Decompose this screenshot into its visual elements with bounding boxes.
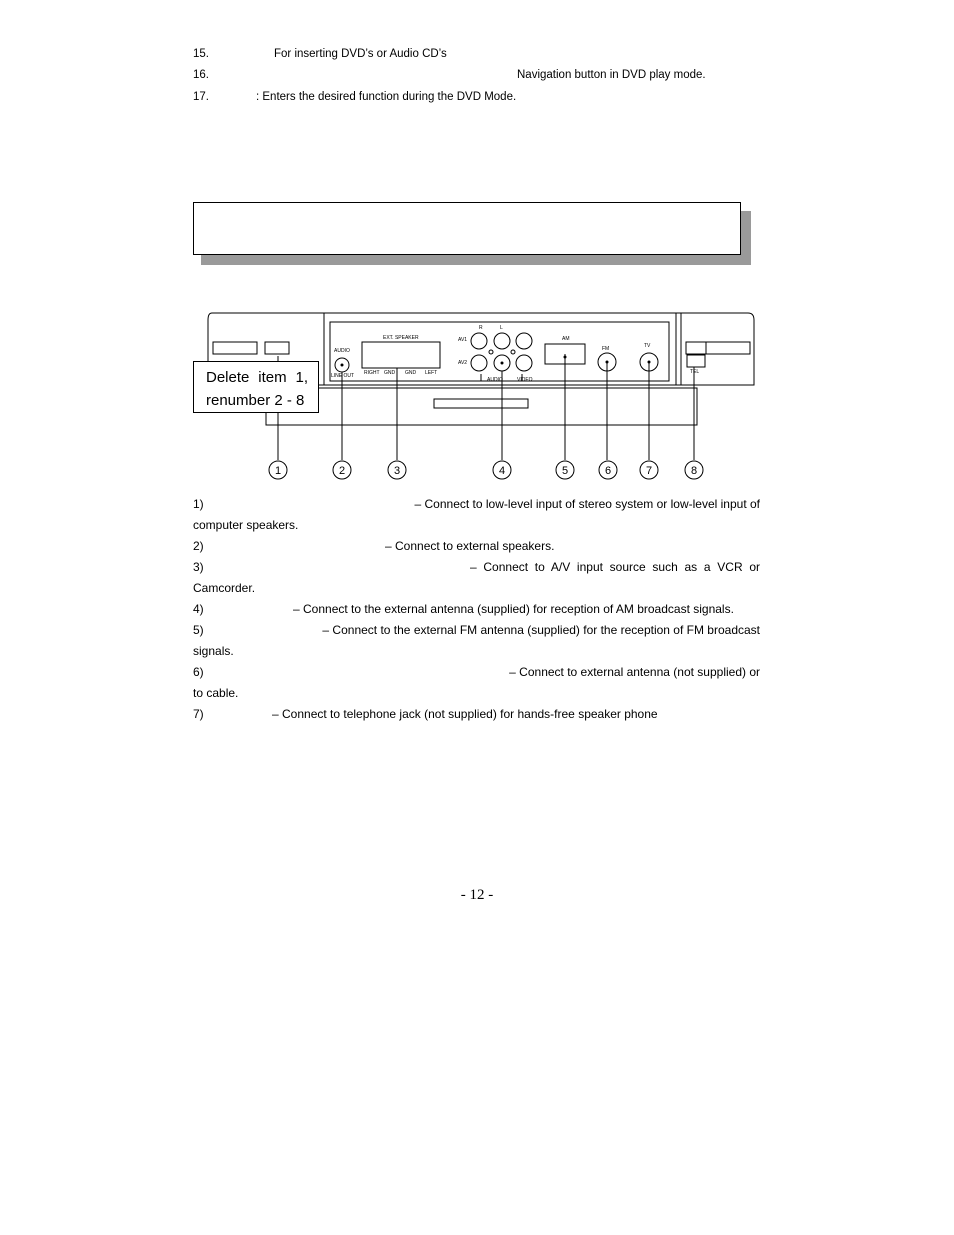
label-gnd-2: GND (405, 370, 417, 376)
desc-4-text: – Connect to the external antenna (supplied) for reception of AM broadcast signals. (293, 602, 734, 616)
callout-7: 7 (645, 465, 653, 477)
label-av1: AV1 (458, 337, 468, 343)
desc-2 (193, 536, 760, 557)
desc-4 (193, 599, 760, 620)
label-ext-speaker: EXT. SPEAKER (383, 335, 419, 341)
desc-5-number: 5) (193, 623, 204, 637)
desc-6-text: – Connect to external antenna (not supplied) or (509, 665, 760, 679)
label-audio: AUDIO (334, 348, 350, 354)
item-17-number: 17. (193, 91, 209, 103)
callout-5: 5 (561, 465, 569, 477)
rear-panel-diagram (0, 0, 954, 490)
desc-7-number: 7) (193, 707, 204, 721)
desc-2-text: – Connect to external speakers. (385, 539, 555, 553)
item-15-number: 15. (193, 48, 209, 60)
label-line-out: LINE OUT (331, 373, 355, 379)
note-word-number: 1, (295, 369, 308, 386)
callout-1: 1 (274, 465, 282, 477)
desc-1-number: 1) (193, 497, 204, 511)
callout-8: 8 (690, 465, 698, 477)
label-right: RIGHT (364, 370, 380, 376)
connector-descriptions (193, 494, 760, 725)
note-line-renumber: renumber 2 - 8 (206, 392, 305, 409)
desc-5 (193, 620, 760, 641)
callout-6: 6 (604, 465, 612, 477)
desc-5-continuation: signals. (193, 644, 234, 658)
item-16-text: Navigation button in DVD play mode. (517, 69, 706, 81)
label-am: AM (562, 336, 570, 342)
desc-4-number: 4) (193, 602, 204, 616)
callout-3: 3 (393, 465, 401, 477)
desc-7-text: – Connect to telephone jack (not supplied) for hands-free speaker phone (272, 707, 658, 721)
label-fm: FM (602, 346, 610, 352)
note-word-delete: Delete (206, 369, 250, 386)
callout-2: 2 (338, 465, 346, 477)
desc-3-text: – Connect to A/V input source such as a VCR or (470, 560, 760, 574)
desc-3-number: 3) (193, 560, 204, 574)
item-15-text: For inserting DVD’s or Audio CD’s (274, 48, 447, 60)
desc-3 (193, 557, 760, 578)
desc-1-text: – Connect to low-level input of stereo system or low-level input of (414, 497, 760, 511)
delete-note-box (193, 361, 319, 413)
item-17-text: : Enters the desired function during the DVD Mode. (256, 91, 517, 103)
label-tel: TEL (690, 369, 700, 375)
desc-6 (193, 662, 760, 683)
desc-1-continuation: computer speakers. (193, 518, 299, 532)
desc-3-continuation: Camcorder. (193, 581, 256, 595)
item-16-number: 16. (193, 69, 209, 81)
label-left: LEFT (425, 370, 438, 376)
label-l: L (500, 325, 503, 331)
desc-6-number: 6) (193, 665, 204, 679)
callout-4: 4 (498, 465, 506, 477)
desc-5-text: – Connect to the external FM antenna (supplied) for the reception of FM broadcast (322, 623, 760, 637)
label-av2: AV2 (458, 360, 468, 366)
label-tv: TV (644, 343, 651, 349)
label-r: R (479, 325, 483, 331)
desc-1 (193, 494, 760, 515)
label-audio-bottom: AUDIO (487, 377, 503, 383)
desc-7 (193, 704, 760, 725)
desc-2-number: 2) (193, 539, 204, 553)
note-word-item: item (258, 369, 287, 386)
desc-6-continuation: to cable. (193, 686, 239, 700)
label-gnd-1: GND (384, 370, 396, 376)
page-number: - 12 - (460, 887, 494, 903)
label-video: VIDEO (517, 377, 533, 383)
